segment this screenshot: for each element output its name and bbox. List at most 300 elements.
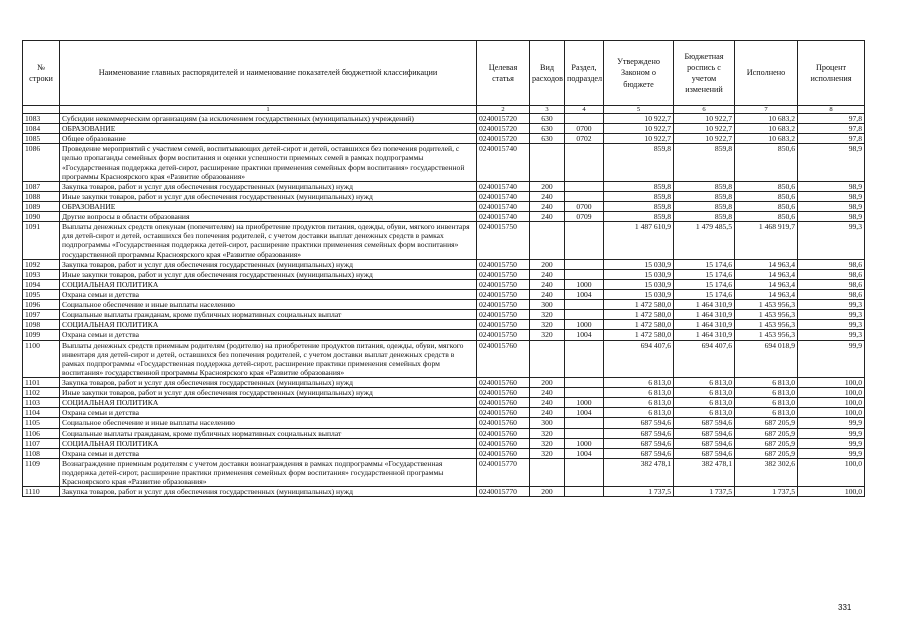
row-number: 1110 — [23, 487, 60, 497]
row-name: Закупка товаров, работ и услуг для обеспечения государственных (муниципальных) нужд — [60, 487, 477, 497]
row-name: Охрана семьи и детства — [60, 448, 477, 458]
section-code: 1004 — [565, 448, 604, 458]
table-row — [23, 134, 865, 144]
table-row — [23, 222, 865, 259]
table-row — [23, 269, 865, 279]
section-code: 1004 — [565, 408, 604, 418]
budget-list-amount: 15 174,6 — [674, 269, 735, 279]
row-name: Охрана семьи и детства — [60, 289, 477, 299]
header-name: Наименование главных распорядителей и наименование показателей бюджетной классификации — [60, 41, 477, 106]
row-number: 1097 — [23, 310, 60, 320]
executed-amount: 14 963,4 — [735, 259, 798, 269]
budget-list-amount: 10 922,7 — [674, 134, 735, 144]
executed-amount: 850,6 — [735, 191, 798, 201]
expense-type — [530, 340, 565, 377]
row-name: СОЦИАЛЬНАЯ ПОЛИТИКА — [60, 320, 477, 330]
target-article: 0240015740 — [477, 201, 530, 211]
target-article: 0240015750 — [477, 269, 530, 279]
executed-amount: 6 813,0 — [735, 377, 798, 387]
table-row — [23, 259, 865, 269]
column-number — [23, 106, 60, 114]
expense-type: 300 — [530, 418, 565, 428]
target-article: 0240015750 — [477, 279, 530, 289]
execution-percent: 99,9 — [798, 428, 865, 438]
row-number: 1104 — [23, 408, 60, 418]
column-number: 6 — [674, 106, 735, 114]
approved-amount: 6 813,0 — [604, 408, 674, 418]
budget-list-amount: 382 478,1 — [674, 458, 735, 486]
execution-percent: 97,8 — [798, 114, 865, 124]
page-number: 331 — [838, 603, 852, 612]
expense-type: 630 — [530, 134, 565, 144]
target-article: 0240015760 — [477, 377, 530, 387]
executed-amount: 10 683,2 — [735, 134, 798, 144]
row-number: 1106 — [23, 428, 60, 438]
budget-list-amount: 1 737,5 — [674, 487, 735, 497]
target-article: 0240015720 — [477, 114, 530, 124]
target-article: 0240015770 — [477, 487, 530, 497]
section-code: 0700 — [565, 201, 604, 211]
approved-amount: 687 594,6 — [604, 448, 674, 458]
budget-list-amount: 6 813,0 — [674, 377, 735, 387]
execution-percent: 99,9 — [798, 418, 865, 428]
executed-amount: 850,6 — [735, 201, 798, 211]
approved-amount: 15 030,9 — [604, 279, 674, 289]
target-article: 0240015750 — [477, 300, 530, 310]
row-number: 1107 — [23, 438, 60, 448]
executed-amount: 1 453 956,3 — [735, 300, 798, 310]
execution-percent: 100,0 — [798, 458, 865, 486]
target-article: 0240015760 — [477, 388, 530, 398]
table-row — [23, 377, 865, 387]
row-number: 1095 — [23, 289, 60, 299]
execution-percent: 98,6 — [798, 279, 865, 289]
execution-percent: 99,3 — [798, 310, 865, 320]
expense-type: 240 — [530, 279, 565, 289]
table-row — [23, 279, 865, 289]
column-number: 3 — [530, 106, 565, 114]
execution-percent: 99,9 — [798, 438, 865, 448]
expense-type: 320 — [530, 438, 565, 448]
budget-list-amount: 6 813,0 — [674, 398, 735, 408]
section-code: 1000 — [565, 438, 604, 448]
budget-list-amount: 1 479 485,5 — [674, 222, 735, 259]
executed-amount: 6 813,0 — [735, 398, 798, 408]
approved-amount: 10 922,7 — [604, 124, 674, 134]
row-name: Социальные выплаты гражданам, кроме публичных нормативных социальных выплат — [60, 428, 477, 438]
header-budget-list: Бюджетная роспись с учетом изменений — [674, 41, 735, 106]
row-number: 1087 — [23, 181, 60, 191]
budget-list-amount: 687 594,6 — [674, 448, 735, 458]
executed-amount: 850,6 — [735, 181, 798, 191]
approved-amount: 15 030,9 — [604, 269, 674, 279]
executed-amount: 850,6 — [735, 144, 798, 181]
row-name: Социальное обеспечение и иные выплаты населению — [60, 418, 477, 428]
section-code: 1004 — [565, 289, 604, 299]
budget-list-amount: 859,8 — [674, 201, 735, 211]
section-code: 1000 — [565, 279, 604, 289]
budget-list-amount: 15 174,6 — [674, 259, 735, 269]
row-number: 1099 — [23, 330, 60, 340]
header-type: Вид расходов — [530, 41, 565, 106]
row-name: Выплаты денежных средств опекунам (попечителям) на приобретение продуктов питания, одежды, обуви, мягкого инвентаря для детей-сирот и детей, оставшихся без попечения родителей, с учетом доставки выплат денежных средств в рамках подпрограммы «Государственная поддержка детей-сирот, расширение практики применения семейных форм воспитания» государственной программы Красноярского края «Развитие образования» — [60, 222, 477, 259]
target-article: 0240015720 — [477, 124, 530, 134]
expense-type: 200 — [530, 181, 565, 191]
header-section: Раздел, подраздел — [565, 41, 604, 106]
budget-list-amount: 6 813,0 — [674, 408, 735, 418]
row-number: 1103 — [23, 398, 60, 408]
approved-amount: 687 594,6 — [604, 428, 674, 438]
row-number: 1098 — [23, 320, 60, 330]
execution-percent: 98,9 — [798, 201, 865, 211]
executed-amount: 1 453 956,3 — [735, 330, 798, 340]
table-row — [23, 487, 865, 497]
approved-amount: 1 472 580,0 — [604, 330, 674, 340]
row-name: СОЦИАЛЬНАЯ ПОЛИТИКА — [60, 398, 477, 408]
expense-type — [530, 458, 565, 486]
header-approved: Утверждено Законом о бюджете — [604, 41, 674, 106]
target-article: 0240015750 — [477, 310, 530, 320]
execution-percent: 100,0 — [798, 377, 865, 387]
table-row — [23, 289, 865, 299]
table-row — [23, 124, 865, 134]
target-article: 0240015760 — [477, 398, 530, 408]
row-name: СОЦИАЛЬНАЯ ПОЛИТИКА — [60, 438, 477, 448]
row-name: Охрана семьи и детства — [60, 408, 477, 418]
executed-amount: 694 018,9 — [735, 340, 798, 377]
approved-amount: 1 472 580,0 — [604, 320, 674, 330]
row-name: Иные закупки товаров, работ и услуг для обеспечения государственных (муниципальных) нужд — [60, 269, 477, 279]
execution-percent: 99,3 — [798, 300, 865, 310]
expense-type: 240 — [530, 408, 565, 418]
table-row — [23, 458, 865, 486]
budget-list-amount: 15 174,6 — [674, 279, 735, 289]
expense-type: 200 — [530, 377, 565, 387]
row-number: 1101 — [23, 377, 60, 387]
approved-amount: 10 922,7 — [604, 134, 674, 144]
budget-list-amount: 10 922,7 — [674, 124, 735, 134]
section-code — [565, 222, 604, 259]
execution-percent: 98,9 — [798, 212, 865, 222]
section-code: 1004 — [565, 330, 604, 340]
budget-table-sheet — [22, 40, 864, 497]
table-row — [23, 438, 865, 448]
row-name: Вознаграждение приемным родителям с учетом доставки вознаграждения в рамках подпрограммы «Государственная поддержка детей-сирот, расширение практики применения семейных форм воспитания» государственной программы Красноярского края «Развитие образования» — [60, 458, 477, 486]
target-article: 0240015760 — [477, 418, 530, 428]
approved-amount: 6 813,0 — [604, 398, 674, 408]
section-code: 0700 — [565, 124, 604, 134]
executed-amount: 687 205,9 — [735, 428, 798, 438]
target-article: 0240015750 — [477, 320, 530, 330]
expense-type: 630 — [530, 114, 565, 124]
table-row — [23, 300, 865, 310]
target-article: 0240015760 — [477, 448, 530, 458]
table-row — [23, 408, 865, 418]
execution-percent: 99,9 — [798, 340, 865, 377]
approved-amount: 6 813,0 — [604, 377, 674, 387]
row-number: 1092 — [23, 259, 60, 269]
expense-type: 320 — [530, 320, 565, 330]
expense-type: 320 — [530, 448, 565, 458]
table-row — [23, 330, 865, 340]
table-row — [23, 201, 865, 211]
approved-amount: 687 594,6 — [604, 418, 674, 428]
row-name: СОЦИАЛЬНАЯ ПОЛИТИКА — [60, 279, 477, 289]
target-article: 0240015760 — [477, 428, 530, 438]
execution-percent: 99,3 — [798, 320, 865, 330]
expense-type: 240 — [530, 398, 565, 408]
execution-percent: 99,9 — [798, 448, 865, 458]
row-name: Субсидии некоммерческим организациям (за исключением государственных (муниципальных) учреждений) — [60, 114, 477, 124]
row-number: 1089 — [23, 201, 60, 211]
table-row — [23, 191, 865, 201]
table-row — [23, 144, 865, 181]
section-code — [565, 340, 604, 377]
column-number: 5 — [604, 106, 674, 114]
expense-type: 320 — [530, 428, 565, 438]
row-number: 1108 — [23, 448, 60, 458]
table-row — [23, 212, 865, 222]
row-name: ОБРАЗОВАНИЕ — [60, 124, 477, 134]
execution-percent: 99,3 — [798, 222, 865, 259]
budget-list-amount: 10 922,7 — [674, 114, 735, 124]
column-number: 1 — [60, 106, 477, 114]
execution-percent: 98,6 — [798, 289, 865, 299]
execution-percent: 98,9 — [798, 144, 865, 181]
expense-type — [530, 222, 565, 259]
section-code: 0702 — [565, 134, 604, 144]
row-number: 1091 — [23, 222, 60, 259]
expense-type: 240 — [530, 269, 565, 279]
budget-list-amount: 687 594,6 — [674, 428, 735, 438]
table-row — [23, 340, 865, 377]
executed-amount: 1 468 919,7 — [735, 222, 798, 259]
expense-type: 240 — [530, 212, 565, 222]
execution-percent: 98,9 — [798, 181, 865, 191]
section-code — [565, 191, 604, 201]
header-executed: Исполнено — [735, 41, 798, 106]
execution-percent: 98,6 — [798, 259, 865, 269]
execution-percent: 100,0 — [798, 487, 865, 497]
execution-percent: 98,9 — [798, 191, 865, 201]
section-code — [565, 418, 604, 428]
table-header-row — [23, 41, 865, 106]
header-percent: Процент исполнения — [798, 41, 865, 106]
expense-type: 320 — [530, 330, 565, 340]
column-number-row — [23, 106, 865, 114]
target-article: 0240015760 — [477, 438, 530, 448]
row-name: Охрана семьи и детства — [60, 330, 477, 340]
budget-list-amount: 15 174,6 — [674, 289, 735, 299]
target-article: 0240015740 — [477, 144, 530, 181]
execution-percent: 100,0 — [798, 408, 865, 418]
execution-percent: 97,8 — [798, 124, 865, 134]
row-number: 1085 — [23, 134, 60, 144]
executed-amount: 14 963,4 — [735, 269, 798, 279]
target-article: 0240015750 — [477, 222, 530, 259]
row-number: 1105 — [23, 418, 60, 428]
budget-list-amount: 859,8 — [674, 212, 735, 222]
approved-amount: 859,8 — [604, 212, 674, 222]
expense-type: 630 — [530, 124, 565, 134]
table-row — [23, 428, 865, 438]
approved-amount: 15 030,9 — [604, 259, 674, 269]
column-number: 7 — [735, 106, 798, 114]
target-article: 0240015760 — [477, 340, 530, 377]
approved-amount: 1 472 580,0 — [604, 310, 674, 320]
row-number: 1094 — [23, 279, 60, 289]
approved-amount: 6 813,0 — [604, 388, 674, 398]
executed-amount: 14 963,4 — [735, 279, 798, 289]
executed-amount: 687 205,9 — [735, 448, 798, 458]
section-code — [565, 388, 604, 398]
row-number: 1096 — [23, 300, 60, 310]
table-row — [23, 114, 865, 124]
table-row — [23, 448, 865, 458]
expense-type: 240 — [530, 289, 565, 299]
row-name: Проведение мероприятий с участием семей, воспитывающих детей-сирот и детей, оставшихся без попечения родителей, с целью пропаганды семейных форм воспитания и оценки успешности приемных семей в рамках подпрограммы «Государственная поддержка детей-сирот, расширение практики применения семейных форм воспитания» государственной программы Красноярского края «Развитие образования» — [60, 144, 477, 181]
target-article: 0240015740 — [477, 181, 530, 191]
execution-percent: 100,0 — [798, 388, 865, 398]
approved-amount: 859,8 — [604, 201, 674, 211]
section-code — [565, 310, 604, 320]
budget-list-amount: 6 813,0 — [674, 388, 735, 398]
budget-list-amount: 859,8 — [674, 191, 735, 201]
execution-percent: 99,3 — [798, 330, 865, 340]
table-row — [23, 398, 865, 408]
executed-amount: 1 453 956,3 — [735, 310, 798, 320]
target-article: 0240015750 — [477, 259, 530, 269]
section-code — [565, 144, 604, 181]
budget-list-amount: 687 594,6 — [674, 418, 735, 428]
budget-list-amount: 687 594,6 — [674, 438, 735, 448]
approved-amount: 15 030,9 — [604, 289, 674, 299]
executed-amount: 382 302,6 — [735, 458, 798, 486]
header-target: Целевая статья — [477, 41, 530, 106]
table-row — [23, 320, 865, 330]
section-code — [565, 181, 604, 191]
row-number: 1109 — [23, 458, 60, 486]
budget-list-amount: 1 464 310,9 — [674, 300, 735, 310]
column-number: 4 — [565, 106, 604, 114]
section-code — [565, 259, 604, 269]
execution-percent: 98,6 — [798, 269, 865, 279]
expense-type — [530, 144, 565, 181]
row-number: 1084 — [23, 124, 60, 134]
approved-amount: 859,8 — [604, 144, 674, 181]
executed-amount: 10 683,2 — [735, 124, 798, 134]
table-row — [23, 181, 865, 191]
execution-percent: 100,0 — [798, 398, 865, 408]
approved-amount: 859,8 — [604, 181, 674, 191]
section-code: 1000 — [565, 398, 604, 408]
approved-amount: 687 594,6 — [604, 438, 674, 448]
approved-amount: 1 472 580,0 — [604, 300, 674, 310]
row-number: 1093 — [23, 269, 60, 279]
budget-list-amount: 1 464 310,9 — [674, 310, 735, 320]
budget-list-amount: 859,8 — [674, 144, 735, 181]
budget-list-amount: 1 464 310,9 — [674, 320, 735, 330]
budget-execution-table — [22, 40, 865, 497]
row-name: Другие вопросы в области образования — [60, 212, 477, 222]
executed-amount: 1 453 956,3 — [735, 320, 798, 330]
approved-amount: 859,8 — [604, 191, 674, 201]
row-name: Закупка товаров, работ и услуг для обеспечения государственных (муниципальных) нужд — [60, 377, 477, 387]
row-number: 1100 — [23, 340, 60, 377]
row-name: ОБРАЗОВАНИЕ — [60, 201, 477, 211]
row-number: 1088 — [23, 191, 60, 201]
section-code — [565, 269, 604, 279]
approved-amount: 382 478,1 — [604, 458, 674, 486]
target-article: 0240015770 — [477, 458, 530, 486]
executed-amount: 6 813,0 — [735, 408, 798, 418]
executed-amount: 10 683,2 — [735, 114, 798, 124]
row-name: Закупка товаров, работ и услуг для обеспечения государственных (муниципальных) нужд — [60, 259, 477, 269]
target-article: 0240015720 — [477, 134, 530, 144]
section-code: 0709 — [565, 212, 604, 222]
section-code — [565, 458, 604, 486]
executed-amount: 1 737,5 — [735, 487, 798, 497]
row-name: Закупка товаров, работ и услуг для обеспечения государственных (муниципальных) нужд — [60, 181, 477, 191]
target-article: 0240015740 — [477, 212, 530, 222]
section-code — [565, 428, 604, 438]
table-row — [23, 418, 865, 428]
budget-list-amount: 859,8 — [674, 181, 735, 191]
row-number: 1086 — [23, 144, 60, 181]
header-row-no: № строки — [23, 41, 60, 106]
section-code — [565, 114, 604, 124]
section-code: 1000 — [565, 320, 604, 330]
section-code — [565, 300, 604, 310]
executed-amount: 687 205,9 — [735, 438, 798, 448]
section-code — [565, 377, 604, 387]
column-number: 8 — [798, 106, 865, 114]
expense-type: 240 — [530, 388, 565, 398]
target-article: 0240015750 — [477, 289, 530, 299]
execution-percent: 97,8 — [798, 134, 865, 144]
expense-type: 320 — [530, 310, 565, 320]
row-number: 1083 — [23, 114, 60, 124]
approved-amount: 694 407,6 — [604, 340, 674, 377]
table-row — [23, 388, 865, 398]
target-article: 0240015760 — [477, 408, 530, 418]
row-name: Иные закупки товаров, работ и услуг для обеспечения государственных (муниципальных) нужд — [60, 388, 477, 398]
table-row — [23, 310, 865, 320]
executed-amount: 687 205,9 — [735, 418, 798, 428]
row-name: Выплаты денежных средств приемным родителям (родителю) на приобретение продуктов питания, одежды, обуви, мягкого инвентаря для детей-сирот и детей, оставшихся без попечения родителей, с учетом доставки выплат денежных средств в рамках подпрограммы «Государственная поддержка детей-сирот, расширение практики применения семейных форм воспитания» государственной программы Красноярского края «Развитие образования» — [60, 340, 477, 377]
expense-type: 240 — [530, 191, 565, 201]
row-name: Социальные выплаты гражданам, кроме публичных нормативных социальных выплат — [60, 310, 477, 320]
target-article: 0240015750 — [477, 330, 530, 340]
executed-amount: 14 963,4 — [735, 289, 798, 299]
expense-type: 300 — [530, 300, 565, 310]
row-name: Общее образование — [60, 134, 477, 144]
row-name: Социальное обеспечение и иные выплаты населению — [60, 300, 477, 310]
budget-list-amount: 694 407,6 — [674, 340, 735, 377]
approved-amount: 10 922,7 — [604, 114, 674, 124]
budget-list-amount: 1 464 310,9 — [674, 330, 735, 340]
expense-type: 200 — [530, 259, 565, 269]
target-article: 0240015740 — [477, 191, 530, 201]
approved-amount: 1 737,5 — [604, 487, 674, 497]
row-number: 1090 — [23, 212, 60, 222]
expense-type: 200 — [530, 487, 565, 497]
column-number: 2 — [477, 106, 530, 114]
expense-type: 240 — [530, 201, 565, 211]
executed-amount: 850,6 — [735, 212, 798, 222]
row-name: Иные закупки товаров, работ и услуг для обеспечения государственных (муниципальных) нужд — [60, 191, 477, 201]
section-code — [565, 487, 604, 497]
